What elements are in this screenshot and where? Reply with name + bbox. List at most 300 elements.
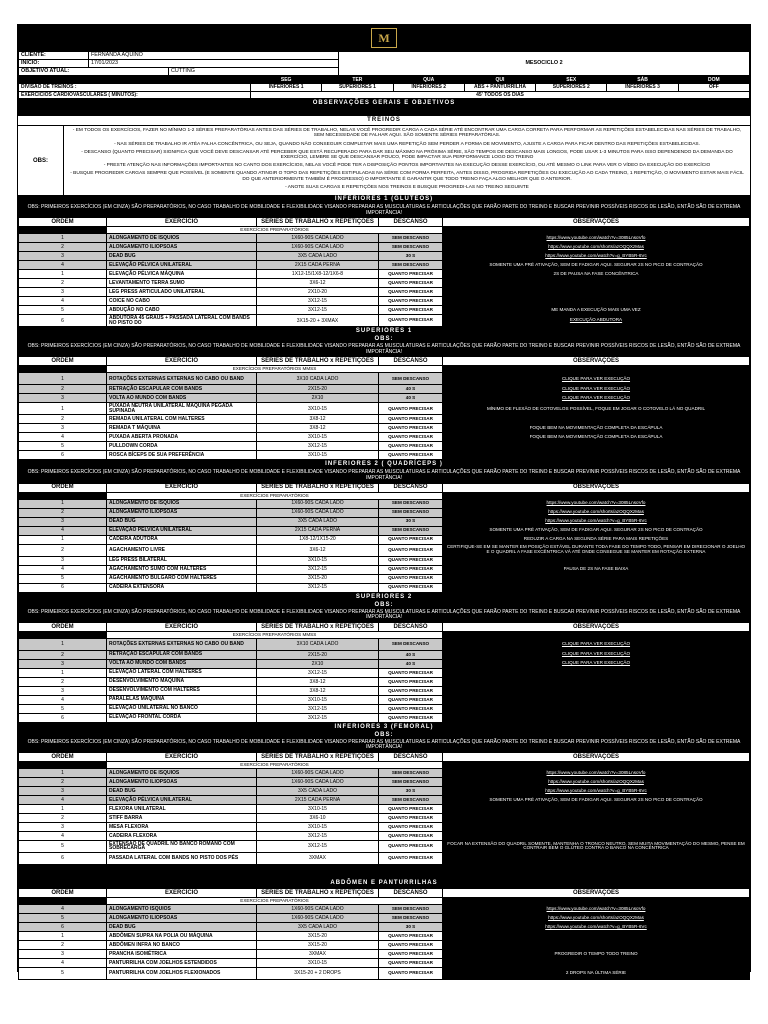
exercise-name: DESENVOLVIMENTO COM HALTERES bbox=[107, 686, 257, 695]
exercise-notes bbox=[443, 556, 750, 565]
table-row bbox=[19, 433, 750, 442]
section-prep-note: OBS: PRIMEIROS EXERCÍCIOS (EM CINZA) SÃO PREPARATÓRIOS, NO CASO TRABALHO DE MOBILIDADE E FLEXIBILIDADE VISANDO PREPARAR AS MUSCULATURAS E ARTICULAÇÕES QUE FARÃO PARTE DO TREINO E BUSCAR PREVINIR POSSÍVEIS RISCOS DE LESÃO, ENTÃO SÃO DE EXTREMA IMPORTÂNCIA! bbox=[18, 609, 750, 622]
exercise-sets: 3X10-15 bbox=[257, 433, 379, 442]
exercise-notes[interactable]: https://www.youtube.com/shorts/azOQQXzMas bbox=[443, 777, 750, 786]
exercise-rest: SEM DESCANSO bbox=[379, 768, 443, 777]
exercise-rest: 40 S bbox=[379, 385, 443, 394]
day-4: SEX bbox=[536, 77, 607, 84]
exercise-sets: 3X12-15 bbox=[257, 668, 379, 677]
exercise-sets: 3X10-15 bbox=[257, 451, 379, 460]
exercise-rest: QUANTO PRECISAR bbox=[379, 451, 443, 460]
exercise-order: 2 bbox=[19, 777, 107, 786]
column-header: SÉRIES DE TRABALHO x REPETIÇÕES bbox=[257, 752, 379, 761]
table-row bbox=[19, 385, 750, 394]
exercise-notes: 2S DE PAUSA NA FASE CONCÊNTRICA bbox=[443, 270, 750, 279]
exercise-name: DEAD BUG bbox=[107, 922, 257, 931]
exercise-rest: QUANTO PRECISAR bbox=[379, 544, 443, 556]
exercise-table bbox=[18, 483, 750, 593]
exercise-notes: MÍNIMO DE FLEXÃO DE COTOVELOS POSSÍVEL, FOQUE EM JOGAR O COTOVELO LÁ NO QUADRIL bbox=[443, 403, 750, 415]
exercise-order: 2 bbox=[19, 544, 107, 556]
exercise-rest: QUANTO PRECISAR bbox=[379, 967, 443, 979]
exercise-sets: 3X8-12 bbox=[257, 424, 379, 433]
exercise-sets: 3X10-15 bbox=[257, 958, 379, 967]
exercise-notes[interactable]: https://www.youtube.com/watch?v=3085LnsoVfo bbox=[443, 904, 750, 913]
exercise-notes bbox=[443, 822, 750, 831]
exercise-order: 3 bbox=[19, 517, 107, 526]
column-header: OBSERVAÇÕES bbox=[443, 483, 750, 492]
exercise-order: 1 bbox=[19, 804, 107, 813]
exercise-order: 2 bbox=[19, 508, 107, 517]
prep-label: EXERCÍCIOS PREPARATÓRIOS bbox=[107, 897, 443, 904]
exercise-order: 4 bbox=[19, 261, 107, 270]
exercise-notes[interactable]: EXECUÇÃO ABDUTORA bbox=[443, 315, 750, 327]
table-row bbox=[19, 499, 750, 508]
exercise-notes bbox=[443, 668, 750, 677]
table-row bbox=[19, 650, 750, 659]
exercise-sets: 3X10-15 bbox=[257, 556, 379, 565]
section-prep-note: OBS: PRIMEIROS EXERCÍCIOS (EM CINZA) SÃO PREPARATÓRIOS, NO CASO TRABALHO DE MOBILIDADE E FLEXIBILIDADE VISANDO PREPARAR AS MUSCULATURAS E ARTICULAÇÕES QUE FARÃO PARTE DO TREINO E BUSCAR PREVINIR POSSÍVEIS RISCOS DE LESÃO, ENTÃO SÃO DE EXTREMA IMPORTÂNCIA! bbox=[18, 739, 750, 752]
table-header bbox=[19, 218, 750, 227]
exercise-table bbox=[18, 622, 750, 723]
exercise-sets: 1X60-90S CADA LADO bbox=[257, 508, 379, 517]
exercise-name: DESENVOLVIMENTO MÁQUINA bbox=[107, 677, 257, 686]
exercise-order: 6 bbox=[19, 922, 107, 931]
exercise-notes bbox=[443, 713, 750, 722]
exercise-sets: 3X10-15 bbox=[257, 403, 379, 415]
column-header: ORDEM bbox=[19, 752, 107, 761]
table-row bbox=[19, 526, 750, 535]
exercise-rest: QUANTO PRECISAR bbox=[379, 442, 443, 451]
column-header: EXERCÍCIO bbox=[107, 483, 257, 492]
exercise-order: 4 bbox=[19, 904, 107, 913]
table-row bbox=[19, 777, 750, 786]
exercise-order: 3 bbox=[19, 288, 107, 297]
exercise-rest: QUANTO PRECISAR bbox=[379, 852, 443, 864]
exercise-sets: 3X6-12 bbox=[257, 279, 379, 288]
exercise-name: ELEVAÇÃO FRONTAL CORDA bbox=[107, 713, 257, 722]
note-5: - ANOTE SUAS CARGAS E REPETIÇÕES NOS TREINOS E BUSQUE PROGREDI-LAS NO TREINO SEGUINTE bbox=[285, 184, 529, 190]
exercise-notes bbox=[443, 451, 750, 460]
exercise-rest: QUANTO PRECISAR bbox=[379, 840, 443, 852]
column-header: SÉRIES DE TRABALHO x REPETIÇÕES bbox=[257, 888, 379, 897]
exercise-sets: 2X15 CADA PERNA bbox=[257, 795, 379, 804]
table-row bbox=[19, 922, 750, 931]
exercise-rest: QUANTO PRECISAR bbox=[379, 813, 443, 822]
days-row bbox=[19, 77, 750, 84]
exercise-order: 6 bbox=[19, 583, 107, 592]
exercise-sets: 2X10-20 bbox=[257, 288, 379, 297]
note-4: - BUSQUE PROGREDIR CARGAS SEMPRE QUE POSSÍVEL (E SOMENTE QUANDO ATINGIR O TOPO DAS REPETIÇÕES ESTIPULADAS NA SÉRIE COM FORMA PERFEITA, ANTES DISSO, PROGRIDA REPETIÇÕES OU EXECUÇÃO AO CADA TREINO, 1 REPETIÇÃO, O MOVIMENTO ESTAR MAIS FÁCIL DO QUE ANTERIORMENTE TAMBÉM É PROGRESSO) O IMPORTANTE É GARANTIR QUE TODO TREINO FAÇA ALGO MELHOR QUE O ANTERIOR. bbox=[70, 171, 744, 182]
exercise-order: 6 bbox=[19, 451, 107, 460]
exercise-rest: QUANTO PRECISAR bbox=[379, 306, 443, 315]
exercise-notes: FOQUE BEM NA MOVIMENTAÇÃO COMPLETA DA ESCÁPULA bbox=[443, 424, 750, 433]
exercise-sets: 2X15-20 bbox=[257, 385, 379, 394]
column-header: OBSERVAÇÕES bbox=[443, 357, 750, 366]
exercise-order: 6 bbox=[19, 852, 107, 864]
exercise-rest: SEM DESCANSO bbox=[379, 243, 443, 252]
table-row bbox=[19, 804, 750, 813]
column-header: EXERCÍCIO bbox=[107, 888, 257, 897]
division-2: INFERIORES 2 bbox=[393, 84, 464, 91]
exercise-notes[interactable]: CLIQUE PARA VER EXECUÇÃO bbox=[443, 659, 750, 668]
exercise-order: 4 bbox=[19, 831, 107, 840]
exercise-rest: QUANTO PRECISAR bbox=[379, 931, 443, 940]
exercise-order: 1 bbox=[19, 234, 107, 243]
table-row bbox=[19, 659, 750, 668]
section-1 bbox=[18, 327, 750, 460]
exercise-rest: QUANTO PRECISAR bbox=[379, 433, 443, 442]
exercise-rest: 40 S bbox=[379, 650, 443, 659]
exercise-rest: QUANTO PRECISAR bbox=[379, 695, 443, 704]
exercise-notes[interactable]: CLIQUE PARA VER EXECUÇÃO bbox=[443, 373, 750, 385]
exercise-notes[interactable]: https://www.youtube.com/watch?v=g_BYB5R-6Vc bbox=[443, 252, 750, 261]
table-row bbox=[19, 704, 750, 713]
exercise-notes[interactable]: https://www.youtube.com/watch?v=3085LnsoVfo bbox=[443, 499, 750, 508]
exercise-name: REMADA T MÁQUINA bbox=[107, 424, 257, 433]
exercise-notes: ME MANDA A EXECUÇÃO MAIS UMA VEZ bbox=[443, 306, 750, 315]
exercise-sets: 3X10-15 bbox=[257, 822, 379, 831]
table-header bbox=[19, 483, 750, 492]
exercise-name: CADEIRA EXTENSORA bbox=[107, 583, 257, 592]
section-obs-label: OBS: bbox=[18, 336, 750, 343]
exercise-rest: SEM DESCANSO bbox=[379, 373, 443, 385]
column-header: SÉRIES DE TRABALHO x REPETIÇÕES bbox=[257, 357, 379, 366]
column-header: DESCANSO bbox=[379, 752, 443, 761]
exercise-sets: 1X60-90S CADA LADO bbox=[257, 234, 379, 243]
table-row bbox=[19, 686, 750, 695]
prep-row bbox=[19, 631, 750, 638]
prep-label: EXERCÍCIOS PREPARATÓRIOS MMSS bbox=[107, 631, 443, 638]
exercise-name: PANTURRILHA COM JOELHOS FLEXIONADOS bbox=[107, 967, 257, 979]
cardio-label: EXERCÍCIOS CARDIOVASCULARES ( MINUTOS): bbox=[19, 91, 251, 98]
exercise-rest: QUANTO PRECISAR bbox=[379, 424, 443, 433]
exercise-order: 4 bbox=[19, 958, 107, 967]
exercise-sets: 3X8-12 bbox=[257, 415, 379, 424]
exercise-rest: QUANTO PRECISAR bbox=[379, 804, 443, 813]
exercise-rest: SEM DESCANSO bbox=[379, 508, 443, 517]
day-2: QUA bbox=[393, 77, 464, 84]
exercise-sets: 1X12-15/1X8-12/1X6-8 bbox=[257, 270, 379, 279]
exercise-sets: 1X60-90S CADA LADO bbox=[257, 768, 379, 777]
exercise-sets: 3X15-20 + 3XMAX bbox=[257, 315, 379, 327]
section-title: INFERIORES 1 (GLÚTEOS) bbox=[18, 195, 750, 204]
exercise-order: 5 bbox=[19, 913, 107, 922]
exercise-name: RETRAÇÃO ESCAPULAR COM BANDS bbox=[107, 385, 257, 394]
goal-value: CUTTING bbox=[169, 68, 339, 76]
section-4 bbox=[18, 723, 750, 865]
exercise-rest: QUANTO PRECISAR bbox=[379, 315, 443, 327]
exercise-rest: QUANTO PRECISAR bbox=[379, 958, 443, 967]
table-row bbox=[19, 786, 750, 795]
exercise-order: 2 bbox=[19, 415, 107, 424]
section-gap bbox=[18, 865, 750, 879]
exercise-order: 6 bbox=[19, 315, 107, 327]
exercise-notes[interactable]: https://www.youtube.com/shorts/azOQQXzMas bbox=[443, 508, 750, 517]
column-header: OBSERVAÇÕES bbox=[443, 888, 750, 897]
exercise-name: DEAD BUG bbox=[107, 786, 257, 795]
column-header: EXERCÍCIO bbox=[107, 218, 257, 227]
prep-label: EXERCÍCIOS PREPARATÓRIOS bbox=[107, 492, 443, 499]
exercise-sets: 3XMAX bbox=[257, 852, 379, 864]
exercise-rest: SEM DESCANSO bbox=[379, 234, 443, 243]
exercise-notes[interactable]: https://www.youtube.com/shorts/azOQQXzMas bbox=[443, 913, 750, 922]
exercise-name: CADEIRA ADUTORA bbox=[107, 535, 257, 544]
exercise-sets: 3X12-15 bbox=[257, 297, 379, 306]
exercise-name: ALONGAMENTO DE ISQUIOS bbox=[107, 234, 257, 243]
exercise-sets: 3X8-12 bbox=[257, 677, 379, 686]
exercise-name: LEVANTAMENTO TERRA SUMO bbox=[107, 279, 257, 288]
exercise-sets: 3X15-20 + 2 DROPS bbox=[257, 967, 379, 979]
table-row bbox=[19, 517, 750, 526]
exercise-notes bbox=[443, 442, 750, 451]
exercise-rest: QUANTO PRECISAR bbox=[379, 297, 443, 306]
exercise-name: ALONGAMENTO ILIOPSOAS bbox=[107, 777, 257, 786]
table-row bbox=[19, 931, 750, 940]
section-prep-note: OBS: PRIMEIROS EXERCÍCIOS (EM CINZA) SÃO PREPARATÓRIOS, NO CASO TRABALHO DE MOBILIDADE E FLEXIBILIDADE VISANDO PREPARAR AS MUSCULATURAS E ARTICULAÇÕES QUE FARÃO PARTE DO TREINO E BUSCAR PREVINIR POSSÍVEIS RISCOS DE LESÃO, ENTÃO SÃO DE EXTREMA IMPORTÂNCIA! bbox=[18, 204, 750, 217]
table-row bbox=[19, 442, 750, 451]
exercise-rest: QUANTO PRECISAR bbox=[379, 279, 443, 288]
obs-label: OBS: bbox=[18, 126, 64, 195]
prep-row bbox=[19, 366, 750, 373]
table-header bbox=[19, 622, 750, 631]
prep-label: EXERCÍCIOS PREPARATÓRIOS bbox=[107, 227, 443, 234]
division-4: SUPERIORES 2 bbox=[536, 84, 607, 91]
exercise-order: 1 bbox=[19, 668, 107, 677]
exercise-order: 5 bbox=[19, 442, 107, 451]
table-row bbox=[19, 967, 750, 979]
exercise-notes: FOQUE BEM NA MOVIMENTAÇÃO COMPLETA DA ESCÁPULA bbox=[443, 433, 750, 442]
exercise-order: 3 bbox=[19, 556, 107, 565]
exercise-name: DEAD BUG bbox=[107, 517, 257, 526]
exercise-sets: 3X10-15 bbox=[257, 695, 379, 704]
treinos-title: TREINOS bbox=[18, 116, 750, 125]
column-header: EXERCÍCIO bbox=[107, 752, 257, 761]
exercise-notes bbox=[443, 288, 750, 297]
section-title: SUPERIORES 1 bbox=[18, 327, 750, 336]
exercise-rest: SEM DESCANSO bbox=[379, 526, 443, 535]
exercise-name: FLEXORA UNILATERAL bbox=[107, 804, 257, 813]
exercise-order: 1 bbox=[19, 638, 107, 650]
exercise-table bbox=[18, 356, 750, 460]
exercise-notes bbox=[443, 804, 750, 813]
exercise-rest: QUANTO PRECISAR bbox=[379, 270, 443, 279]
column-header: OBSERVAÇÕES bbox=[443, 622, 750, 631]
exercise-name: VOLTA AO MUNDO COM BANDS bbox=[107, 394, 257, 403]
column-header: DESCANSO bbox=[379, 483, 443, 492]
exercise-name: ABDÔMEN SUPRA NA POLIA OU MÁQUINA bbox=[107, 931, 257, 940]
exercise-sets: 3X15-20 bbox=[257, 931, 379, 940]
table-row bbox=[19, 315, 750, 327]
table-header bbox=[19, 357, 750, 366]
exercise-notes bbox=[443, 279, 750, 288]
prep-row bbox=[19, 897, 750, 904]
exercise-notes: SOMENTE UMA PRÉ ATIVAÇÃO, SEM DE FADIGAR AQUI. SEGURAR 2S NO PICO DE CONTRAÇÃO bbox=[443, 795, 750, 804]
table-header bbox=[19, 752, 750, 761]
exercise-rest: SEM DESCANSO bbox=[379, 904, 443, 913]
exercise-name: ALONGAMENTO ILIOPSOAS bbox=[107, 508, 257, 517]
table-row bbox=[19, 451, 750, 460]
exercise-order: 4 bbox=[19, 795, 107, 804]
column-header: SÉRIES DE TRABALHO x REPETIÇÕES bbox=[257, 218, 379, 227]
section-prep-note: OBS: PRIMEIROS EXERCÍCIOS (EM CINZA) SÃO PREPARATÓRIOS, NO CASO TRABALHO DE MOBILIDADE E FLEXIBILIDADE VISANDO PREPARAR AS MUSCULATURAS E ARTICULAÇÕES QUE FARÃO PARTE DO TREINO E BUSCAR PREVINIR POSSÍVEIS RISCOS DE LESÃO, ENTÃO SÃO DE EXTREMA IMPORTÂNCIA! bbox=[18, 343, 750, 356]
logo-band bbox=[18, 25, 750, 51]
exercise-notes[interactable]: CLIQUE PARA VER EXECUÇÃO bbox=[443, 650, 750, 659]
prep-label: EXERCÍCIOS PREPARATÓRIOS MMSS bbox=[107, 366, 443, 373]
exercise-name: ELEVAÇÃO UNILATERAL NO BANCO bbox=[107, 704, 257, 713]
table-row bbox=[19, 565, 750, 574]
exercise-rest: 30 S bbox=[379, 252, 443, 261]
table-row bbox=[19, 795, 750, 804]
section-title: ABDÔMEN E PANTURRILHAS bbox=[18, 879, 750, 888]
exercise-name: PRANCHA ISOMÉTRICA bbox=[107, 949, 257, 958]
cycle-label: MESOCICLO 2 bbox=[339, 52, 750, 76]
exercise-rest: 40 S bbox=[379, 659, 443, 668]
exercise-rest: SEM DESCANSO bbox=[379, 795, 443, 804]
exercise-rest: QUANTO PRECISAR bbox=[379, 831, 443, 840]
prep-label: EXERCÍCIOS PREPARATÓRIOS bbox=[107, 761, 443, 768]
exercise-sets: 3X5 CADA LADO bbox=[257, 517, 379, 526]
goal-label: OBJETIVO ATUAL: bbox=[19, 68, 169, 76]
table-row bbox=[19, 958, 750, 967]
prep-row bbox=[19, 492, 750, 499]
exercise-sets: 3X5 CADA LADO bbox=[257, 252, 379, 261]
exercise-notes: PROGREDIR O TEMPO TODO TREINO bbox=[443, 949, 750, 958]
exercise-sets: 3X15-20 bbox=[257, 574, 379, 583]
exercise-name: ELEVAÇÃO PÉLVICA UNILATERAL bbox=[107, 526, 257, 535]
exercise-notes[interactable]: CLIQUE PARA VER EXECUÇÃO bbox=[443, 385, 750, 394]
column-header: DESCANSO bbox=[379, 357, 443, 366]
division-label: DIVISÃO DE TREINOS : bbox=[19, 84, 251, 91]
training-sheet bbox=[17, 24, 751, 977]
workout-sections bbox=[18, 195, 750, 980]
division-6: OFF bbox=[678, 84, 749, 91]
exercise-order: 1 bbox=[19, 768, 107, 777]
exercise-notes[interactable]: https://www.youtube.com/watch?v=g_BYB5R-6Vc bbox=[443, 517, 750, 526]
exercise-notes[interactable]: CLIQUE PARA VER EXECUÇÃO bbox=[443, 394, 750, 403]
exercise-sets: 3X12-15 bbox=[257, 565, 379, 574]
exercise-order: 1 bbox=[19, 499, 107, 508]
section-5 bbox=[18, 865, 750, 980]
exercise-sets: 2X15 CADA PERNA bbox=[257, 526, 379, 535]
exercise-sets: 1X60-90S CADA LADO bbox=[257, 913, 379, 922]
exercise-order: 2 bbox=[19, 813, 107, 822]
exercise-notes: FOCAR NA EXTENSÃO DO QUADRIL SOMENTE, MANTENHA O TRONCO NEUTRO, SEM MUITA MOVIMENTAÇÃO DO MESMO, PENSE EM CONTRAIR BEM O GLÚTEO CONTRA O BANCO NA CONCÊNTRICA bbox=[443, 840, 750, 852]
exercise-order: 3 bbox=[19, 424, 107, 433]
client-label: CLIENTE: bbox=[19, 52, 89, 60]
exercise-table bbox=[18, 217, 750, 327]
exercise-rest: QUANTO PRECISAR bbox=[379, 677, 443, 686]
table-row bbox=[19, 424, 750, 433]
exercise-notes[interactable]: CLIQUE PARA VER EXECUÇÃO bbox=[443, 638, 750, 650]
exercise-notes: 2 DROPS NA ÚLTIMA SÉRIE bbox=[443, 967, 750, 979]
exercise-order: 5 bbox=[19, 704, 107, 713]
section-title: INFERIORES 3 (FEMORAL) bbox=[18, 723, 750, 732]
exercise-notes[interactable]: https://www.youtube.com/watch?v=g_BYB5R-6Vc bbox=[443, 786, 750, 795]
exercise-rest: SEM DESCANSO bbox=[379, 261, 443, 270]
exercise-notes[interactable]: https://www.youtube.com/watch?v=3085LnsoVfo bbox=[443, 768, 750, 777]
exercise-notes[interactable]: https://www.youtube.com/shorts/azOQQXzMas bbox=[443, 243, 750, 252]
table-row bbox=[19, 852, 750, 864]
notes-body bbox=[64, 126, 750, 195]
exercise-order: 2 bbox=[19, 385, 107, 394]
exercise-sets: 3X6-10 bbox=[257, 813, 379, 822]
exercise-notes bbox=[443, 704, 750, 713]
table-header bbox=[19, 888, 750, 897]
section-3 bbox=[18, 593, 750, 723]
exercise-notes[interactable]: https://www.youtube.com/watch?v=3085LnsoVfo bbox=[443, 234, 750, 243]
exercise-notes bbox=[443, 677, 750, 686]
exercise-name: ROTAÇÕES EXTERNAS EXTERNAS NO CABO OU BAND bbox=[107, 638, 257, 650]
exercise-sets: 3X8-12 bbox=[257, 686, 379, 695]
table-row bbox=[19, 373, 750, 385]
exercise-order: 6 bbox=[19, 713, 107, 722]
exercise-sets: 3X12-15 bbox=[257, 713, 379, 722]
table-row bbox=[19, 822, 750, 831]
exercise-notes bbox=[443, 686, 750, 695]
day-0: SEG bbox=[251, 77, 322, 84]
table-row bbox=[19, 234, 750, 243]
table-row bbox=[19, 306, 750, 315]
exercise-order: 4 bbox=[19, 433, 107, 442]
week-table bbox=[18, 76, 750, 99]
exercise-order: 3 bbox=[19, 686, 107, 695]
exercise-rest: QUANTO PRECISAR bbox=[379, 565, 443, 574]
prep-row bbox=[19, 761, 750, 768]
day-5: SÁB bbox=[607, 77, 678, 84]
day-3: QUI bbox=[464, 77, 535, 84]
table-row bbox=[19, 813, 750, 822]
division-row bbox=[19, 84, 750, 91]
exercise-name: VOLTA AO MUNDO COM BANDS bbox=[107, 659, 257, 668]
exercise-sets: 3X10-15 bbox=[257, 804, 379, 813]
exercise-order: 5 bbox=[19, 967, 107, 979]
start-date: 17/01/2023 bbox=[89, 60, 339, 68]
column-header: OBSERVAÇÕES bbox=[443, 218, 750, 227]
exercise-name: AGACHAMENTO SUMÔ COM HALTERES bbox=[107, 565, 257, 574]
exercise-notes[interactable]: https://www.youtube.com/watch?v=g_BYB5R-6Vc bbox=[443, 922, 750, 931]
exercise-order: 4 bbox=[19, 565, 107, 574]
table-row bbox=[19, 831, 750, 840]
exercise-name: ABDUTORA 45 GRAUS + PASSADA LATERAL COM BANDS NO PISTO DO bbox=[107, 315, 257, 327]
exercise-rest: QUANTO PRECISAR bbox=[379, 668, 443, 677]
exercise-order: 3 bbox=[19, 394, 107, 403]
exercise-notes bbox=[443, 852, 750, 864]
table-row bbox=[19, 279, 750, 288]
exercise-rest: QUANTO PRECISAR bbox=[379, 535, 443, 544]
table-row bbox=[19, 583, 750, 592]
exercise-notes: SOMENTE UMA PRÉ ATIVAÇÃO, SEM DE FADIGAR AQUI. SEGURAR 2S NO PICO DE CONTRAÇÃO bbox=[443, 261, 750, 270]
table-row bbox=[19, 544, 750, 556]
table-row bbox=[19, 415, 750, 424]
exercise-order: 4 bbox=[19, 695, 107, 704]
exercise-rest: QUANTO PRECISAR bbox=[379, 940, 443, 949]
exercise-order: 4 bbox=[19, 297, 107, 306]
exercise-order: 2 bbox=[19, 279, 107, 288]
exercise-sets: 2X15 CADA PERNA bbox=[257, 261, 379, 270]
exercise-notes bbox=[443, 415, 750, 424]
exercise-table bbox=[18, 888, 750, 980]
exercise-sets: 3X5 CADA LADO bbox=[257, 786, 379, 795]
exercise-name: ROTAÇÕES EXTERNAS EXTERNAS NO CABO OU BAND bbox=[107, 373, 257, 385]
exercise-order: 2 bbox=[19, 650, 107, 659]
division-1: SUPERIORES 1 bbox=[322, 84, 393, 91]
cardio-value: 45' TODOS OS DIAS bbox=[251, 91, 750, 98]
note-1: - NAS SÉRIES DE TRABALHO IR ATÉA FALHA CONCÊNTRICA, OU SEJA, QUANDO NÃO CONSEGUIR COMPLETAR MAIS UMA REPETIÇÃO SEM PERDER A FORMA DE MOVIMENTO, AJUSTE A CARGA PARA FICAR DENTRO DAS REPETIÇÕES ESTABELECIDAS. bbox=[114, 141, 700, 147]
exercise-sets: 1X60-90S CADA LADO bbox=[257, 243, 379, 252]
general-obs-title: OBSERVAÇÕES GERAIS E OBJETIVOS bbox=[18, 99, 750, 108]
division-0: INFERIORES 1 bbox=[251, 84, 322, 91]
table-row bbox=[19, 252, 750, 261]
